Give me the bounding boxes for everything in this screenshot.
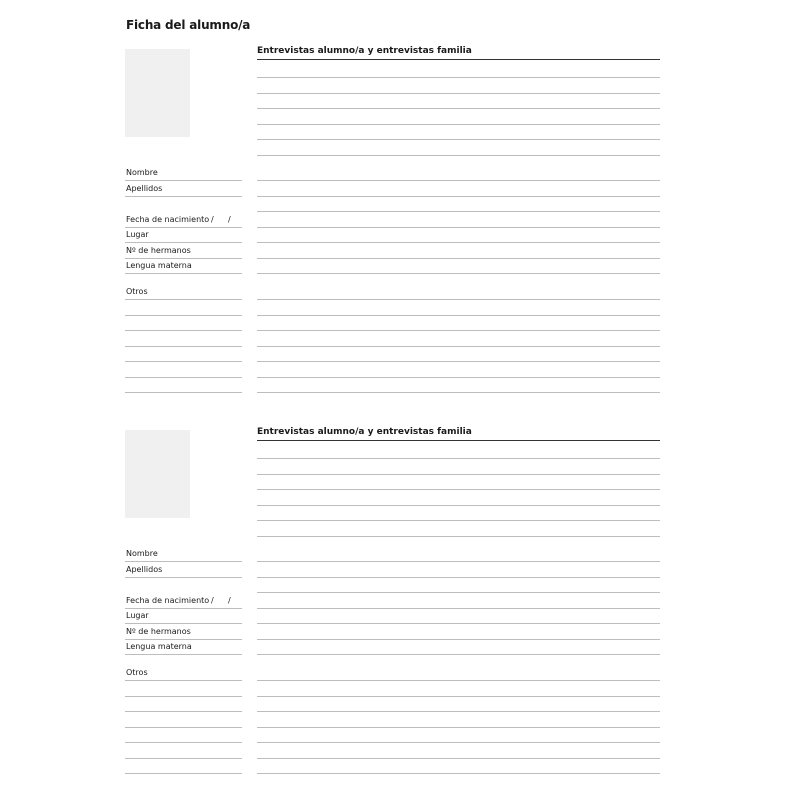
- nombre-field[interactable]: [125, 561, 242, 562]
- date-separator: /: [228, 215, 231, 224]
- nombre-label: Nombre: [126, 549, 158, 558]
- hermanos-field[interactable]: [125, 639, 242, 640]
- date-separator: /: [211, 215, 214, 224]
- interview-line[interactable]: [257, 330, 660, 331]
- otros-line[interactable]: [125, 742, 242, 743]
- interview-line[interactable]: [257, 273, 660, 274]
- lugar-label: Lugar: [126, 230, 149, 239]
- interview-header-rule: [257, 440, 660, 441]
- fecha-nacimiento-field[interactable]: [125, 608, 242, 609]
- date-separator: /: [211, 596, 214, 605]
- interview-line[interactable]: [257, 299, 660, 300]
- interview-line[interactable]: [257, 520, 660, 521]
- lengua-materna-label: Lengua materna: [126, 261, 192, 270]
- interview-line[interactable]: [257, 654, 660, 655]
- apellidos-label: Apellidos: [126, 184, 163, 193]
- interview-line[interactable]: [257, 577, 660, 578]
- otros-line[interactable]: [125, 377, 242, 378]
- interview-line[interactable]: [257, 561, 660, 562]
- hermanos-label: Nº de hermanos: [126, 246, 191, 255]
- interview-line[interactable]: [257, 773, 660, 774]
- interview-line[interactable]: [257, 361, 660, 362]
- interview-line[interactable]: [257, 592, 660, 593]
- interview-line[interactable]: [257, 346, 660, 347]
- otros-line[interactable]: [125, 299, 242, 300]
- interview-line[interactable]: [257, 180, 660, 181]
- interview-line[interactable]: [257, 489, 660, 490]
- apellidos-field[interactable]: [125, 196, 242, 197]
- page-title: Ficha del alumno/a: [126, 18, 251, 32]
- lengua-materna-field[interactable]: [125, 654, 242, 655]
- lugar-field[interactable]: [125, 242, 242, 243]
- interview-line[interactable]: [257, 505, 660, 506]
- lengua-materna-label: Lengua materna: [126, 642, 192, 651]
- interview-line[interactable]: [257, 623, 660, 624]
- interview-line[interactable]: [257, 742, 660, 743]
- interview-line[interactable]: [257, 77, 660, 78]
- interview-line[interactable]: [257, 758, 660, 759]
- fecha-nacimiento-label: Fecha de nacimiento: [126, 215, 210, 224]
- fecha-nacimiento-field[interactable]: [125, 227, 242, 228]
- photo-placeholder[interactable]: [125, 430, 190, 518]
- otros-line[interactable]: [125, 773, 242, 774]
- interview-line[interactable]: [257, 196, 660, 197]
- hermanos-field[interactable]: [125, 258, 242, 259]
- interview-header-rule: [257, 59, 660, 60]
- date-separator: /: [228, 596, 231, 605]
- student-record: [0, 381, 800, 751]
- student-record: [0, 0, 800, 370]
- interview-line[interactable]: [257, 108, 660, 109]
- lugar-field[interactable]: [125, 623, 242, 624]
- apellidos-label: Apellidos: [126, 565, 163, 574]
- interview-line[interactable]: [257, 458, 660, 459]
- otros-line[interactable]: [125, 696, 242, 697]
- otros-line[interactable]: [125, 758, 242, 759]
- interview-line[interactable]: [257, 227, 660, 228]
- otros-line[interactable]: [125, 680, 242, 681]
- interview-section-title: Entrevistas alumno/a y entrevistas familia: [257, 427, 472, 437]
- otros-line[interactable]: [125, 330, 242, 331]
- otros-label: Otros: [126, 668, 148, 677]
- fecha-nacimiento-label: Fecha de nacimiento: [126, 596, 210, 605]
- otros-label: Otros: [126, 287, 148, 296]
- interview-line[interactable]: [257, 242, 660, 243]
- interview-line[interactable]: [257, 258, 660, 259]
- otros-line[interactable]: [125, 361, 242, 362]
- hermanos-label: Nº de hermanos: [126, 627, 191, 636]
- interview-line[interactable]: [257, 155, 660, 156]
- nombre-label: Nombre: [126, 168, 158, 177]
- interview-line[interactable]: [257, 93, 660, 94]
- interview-line[interactable]: [257, 680, 660, 681]
- interview-line[interactable]: [257, 139, 660, 140]
- apellidos-field[interactable]: [125, 577, 242, 578]
- nombre-field[interactable]: [125, 180, 242, 181]
- interview-line[interactable]: [257, 608, 660, 609]
- interview-line[interactable]: [257, 474, 660, 475]
- lengua-materna-field[interactable]: [125, 273, 242, 274]
- interview-line[interactable]: [257, 696, 660, 697]
- otros-line[interactable]: [125, 711, 242, 712]
- lugar-label: Lugar: [126, 611, 149, 620]
- interview-section-title: Entrevistas alumno/a y entrevistas familia: [257, 46, 472, 56]
- otros-line[interactable]: [125, 315, 242, 316]
- interview-line[interactable]: [257, 639, 660, 640]
- interview-line[interactable]: [257, 124, 660, 125]
- otros-line[interactable]: [125, 727, 242, 728]
- interview-line[interactable]: [257, 377, 660, 378]
- photo-placeholder[interactable]: [125, 49, 190, 137]
- otros-line[interactable]: [125, 346, 242, 347]
- interview-line[interactable]: [257, 727, 660, 728]
- interview-line[interactable]: [257, 536, 660, 537]
- interview-line[interactable]: [257, 711, 660, 712]
- interview-line[interactable]: [257, 315, 660, 316]
- interview-line[interactable]: [257, 211, 660, 212]
